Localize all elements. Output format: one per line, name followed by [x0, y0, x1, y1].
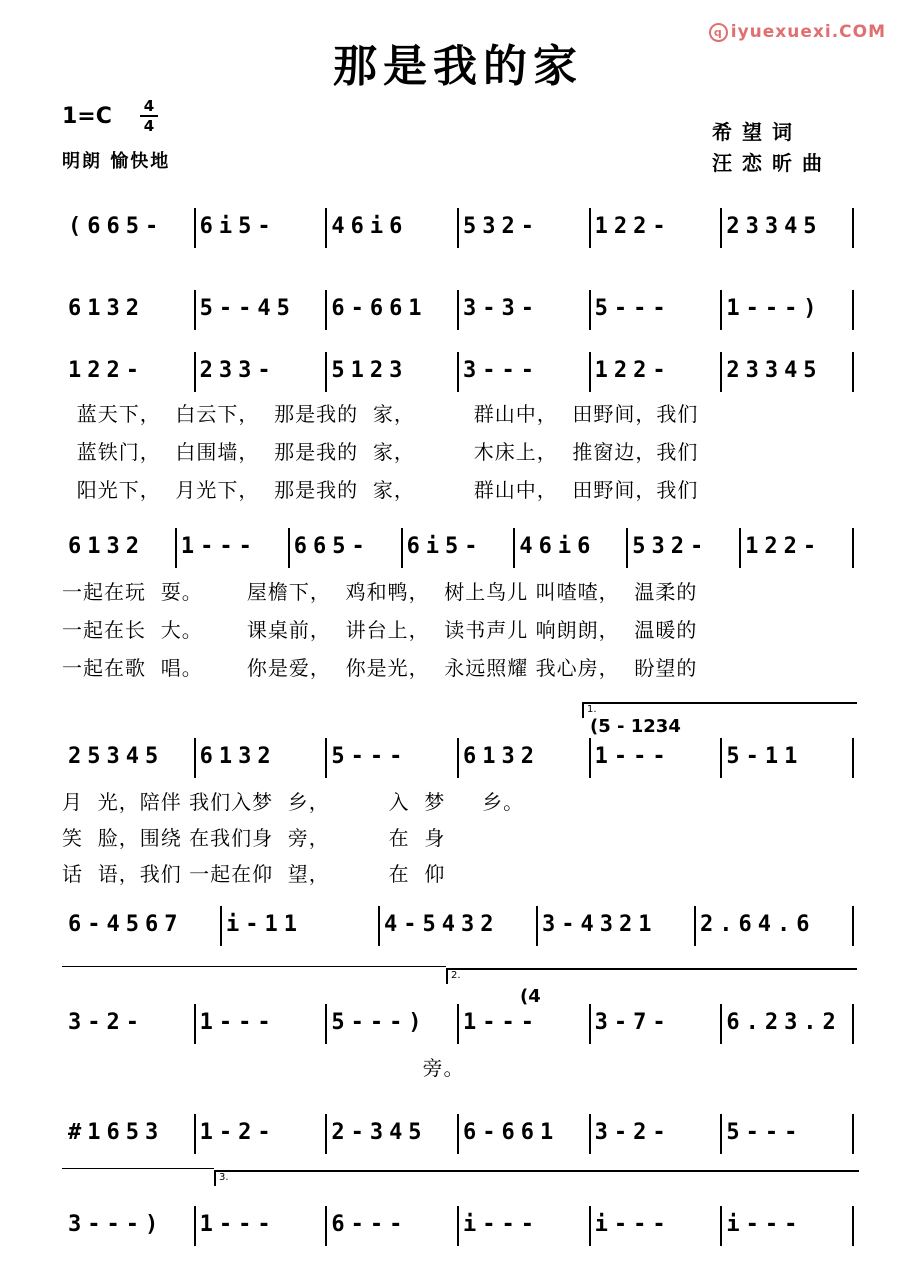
barline: [720, 738, 722, 778]
barline: [325, 208, 327, 248]
barline: [325, 290, 327, 330]
barline: [536, 906, 538, 946]
lyric-line: 一起在长 大。 课桌前， 讲台上， 读书声儿 响朗朗， 温暖的: [62, 618, 698, 642]
barline: [720, 1114, 722, 1154]
barline: [194, 352, 196, 392]
lyricist-credit: 希望词: [712, 120, 802, 144]
barline: [194, 738, 196, 778]
barline: [626, 528, 628, 568]
volta-2: 2.: [446, 968, 857, 984]
measure: 532-: [463, 214, 540, 239]
measure: 1---): [726, 296, 823, 321]
measure: (665-: [68, 214, 165, 239]
barline: [325, 1206, 327, 1246]
barline: [325, 1004, 327, 1044]
measure: 1-2-: [199, 1120, 277, 1145]
barline: [852, 738, 854, 778]
measure: 122-: [745, 534, 823, 559]
watermark: q iyuexuexi.COM: [709, 22, 886, 42]
composer-credit: 汪恋昕曲: [712, 151, 832, 175]
barline: [589, 290, 591, 330]
barline: [457, 1206, 459, 1246]
barline: [194, 208, 196, 248]
lyric-line: 话 语，我们 一起在仰 望， 在 仰: [62, 862, 446, 886]
lyric-line: 笑 脸，围绕 在我们身 旁， 在 身: [62, 826, 446, 850]
barline: [457, 1114, 459, 1154]
measure: 2-345: [331, 1120, 428, 1145]
barline: [589, 1004, 591, 1044]
notation-row: [62, 296, 862, 336]
barline: [325, 352, 327, 392]
measure: 5-11: [726, 744, 804, 769]
measure: 6i5-: [406, 534, 484, 559]
measure: 3-2-: [594, 1120, 672, 1145]
extension-line: [62, 966, 446, 967]
measure: 3-2-: [68, 1010, 145, 1035]
barline: [589, 1114, 591, 1154]
measure: 5--45: [199, 296, 296, 321]
measure: i---: [463, 1212, 540, 1237]
barline: [589, 352, 591, 392]
barline: [325, 738, 327, 778]
barline: [194, 1114, 196, 1154]
measure: 1---: [594, 744, 672, 769]
barline: [852, 1206, 854, 1246]
measure: i---: [594, 1212, 672, 1237]
barline: [852, 290, 854, 330]
lyric-line: 阳光下， 月光下， 那是我的 家， 群山中， 田野间，我们: [62, 478, 699, 502]
lyric-line: 蓝铁门， 白围墙， 那是我的 家， 木床上， 推窗边，我们: [62, 440, 699, 464]
measure: 6---: [331, 1212, 409, 1237]
barline: [457, 290, 459, 330]
extension-line: [62, 1168, 214, 1169]
instrumental-note: (4: [520, 986, 541, 1007]
notation-row: [62, 358, 862, 398]
notation-row: [62, 912, 862, 952]
measure: 6-4567: [68, 912, 184, 937]
barline: [589, 1206, 591, 1246]
barline: [288, 528, 290, 568]
barline: [457, 738, 459, 778]
measure: 5123: [331, 358, 409, 383]
measure: 6-661: [463, 1120, 560, 1145]
volta-1: 1.: [582, 702, 857, 718]
lyric-line: 旁。: [62, 1056, 465, 1080]
barline: [194, 1004, 196, 1044]
notation-row: [62, 214, 862, 254]
lyric-line: 一起在玩 耍。 屋檐下， 鸡和鸭， 树上鸟儿 叫喳喳， 温柔的: [62, 580, 698, 604]
watermark-q-icon: q: [709, 23, 728, 42]
barline: [589, 208, 591, 248]
barline: [175, 528, 177, 568]
measure: 6132: [199, 744, 277, 769]
barline: [739, 528, 741, 568]
measure: 23345: [726, 214, 823, 239]
measure: i-11: [226, 912, 303, 937]
volta-3: 3.: [214, 1170, 859, 1186]
measure: 1---: [180, 534, 258, 559]
lyric-line: 一起在歌 唱。 你是爱， 你是光， 永远照耀 我心房， 盼望的: [62, 656, 698, 680]
measure: 3---: [463, 358, 540, 383]
instrumental-intro: (5 - 1234: [590, 716, 681, 737]
barline: [401, 528, 403, 568]
measure: 5---): [331, 1010, 428, 1035]
measure: 5---: [331, 744, 409, 769]
barline: [194, 290, 196, 330]
measure: 3-4321: [542, 912, 658, 937]
barline: [852, 1114, 854, 1154]
measure: 6.23.2: [726, 1010, 842, 1035]
measure: 122-: [68, 358, 145, 383]
barline: [457, 352, 459, 392]
notation-row: [62, 744, 862, 784]
lyric-line: 蓝天下， 白云下， 那是我的 家， 群山中， 田野间，我们: [62, 402, 699, 426]
barline: [457, 1004, 459, 1044]
measure: #1653: [68, 1120, 165, 1145]
barline: [852, 208, 854, 248]
lyric-line: 月 光，陪伴 我们入梦 乡， 入 梦 乡。: [62, 790, 525, 814]
measure: 6-661: [331, 296, 428, 321]
measure: 122-: [594, 214, 672, 239]
tempo-marking: 明朗 愉快地: [62, 151, 171, 172]
barline: [194, 1206, 196, 1246]
barline: [220, 906, 222, 946]
measure: 4-5432: [384, 912, 500, 937]
barline: [513, 528, 515, 568]
barline: [378, 906, 380, 946]
measure: 6132: [68, 296, 145, 321]
measure: 5---: [726, 1120, 804, 1145]
song-title: 那是我的家: [333, 41, 583, 92]
measure: 233-: [199, 358, 277, 383]
barline: [720, 290, 722, 330]
measure: 3---): [68, 1212, 165, 1237]
key-signature: 1=C: [62, 104, 112, 129]
measure: 2.64.6: [700, 912, 816, 937]
measure: 46i6: [519, 534, 597, 559]
barline: [720, 1206, 722, 1246]
barline: [720, 1004, 722, 1044]
barline: [720, 208, 722, 248]
measure: 122-: [594, 358, 672, 383]
measure: 46i6: [331, 214, 409, 239]
barline: [852, 1004, 854, 1044]
time-signature: 4 4: [140, 98, 158, 134]
barline: [852, 906, 854, 946]
measure: 532-: [632, 534, 710, 559]
measure: 1---: [199, 1212, 277, 1237]
notation-row: [62, 1120, 862, 1160]
measure: 25345: [68, 744, 165, 769]
barline: [852, 352, 854, 392]
measure: 6132: [463, 744, 540, 769]
notation-row: [62, 1212, 862, 1252]
measure: 3-7-: [594, 1010, 672, 1035]
measure: 3-3-: [463, 296, 540, 321]
measure: 665-: [293, 534, 371, 559]
measure: 1---: [199, 1010, 277, 1035]
measure: 23345: [726, 358, 823, 383]
measure: 6132: [68, 534, 145, 559]
measure: 1---: [463, 1010, 540, 1035]
barline: [325, 1114, 327, 1154]
notation-row: [62, 1010, 862, 1050]
barline: [852, 528, 854, 568]
barline: [720, 352, 722, 392]
measure: 6i5-: [199, 214, 277, 239]
measure: 5---: [594, 296, 672, 321]
measure: i---: [726, 1212, 804, 1237]
barline: [694, 906, 696, 946]
barline: [589, 738, 591, 778]
notation-row: [62, 534, 862, 574]
barline: [457, 208, 459, 248]
